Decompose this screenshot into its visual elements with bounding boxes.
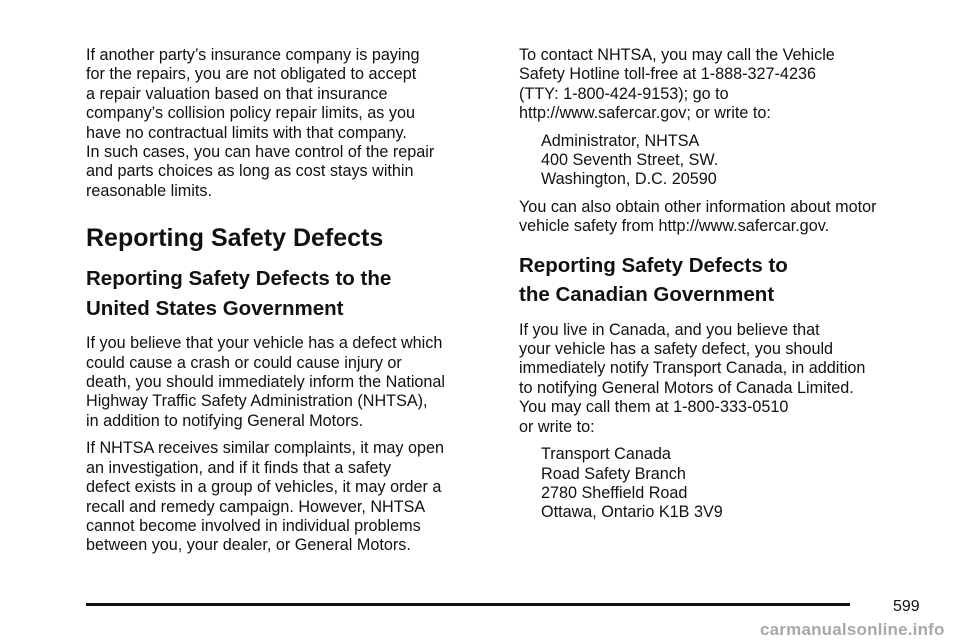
info-paragraph: You can also obtain other information about motor vehicle safety from http://www.safercar.gov. [519, 197, 877, 236]
page-number: 599 [893, 598, 920, 615]
main-heading: Reporting Safety Defects [86, 224, 384, 253]
canada-paragraph: If you live in Canada, and you believe that your vehicle has a safety defect, you should immediately notify Transport Canada, in addition to notifying General Motors of Canada Limited. You may call them at 1-800-333-0510 or write to: [519, 320, 866, 436]
left-column [86, 46, 488, 556]
canada-address: Transport Canada Road Safety Branch 2780 Sheffield Road Ottawa, Ontario K1B 3V9 [541, 445, 723, 522]
nhtsa-address: Administrator, NHTSA 400 Seventh Street, SW. Washington, D.C. 20590 [541, 131, 719, 189]
watermark: carmanualsonline.info [760, 620, 945, 639]
contact-paragraph: To contact NHTSA, you may call the Vehicle Safety Hotline toll-free at 1-888-327-4236 (TTY: 1-800-424-9153); go to http://www.safercar.gov; or write to: [519, 46, 835, 123]
intro-paragraph: If another party’s insurance company is paying for the repairs, you are not obligated to accept a repair valuation based on that insurance company’s collision policy repair limits, as you have no contractual limits with that company. In such cases, you can have control of the repair and parts choices as long as cost stays within reasonable limits. [86, 46, 435, 200]
right-column [519, 46, 919, 523]
canada-section-heading: Reporting Safety Defects to the Canadian Government [519, 253, 788, 307]
us-section-heading: Reporting Safety Defects to the United States Government [86, 267, 392, 320]
footer-rule [86, 603, 850, 606]
us-paragraph-1: If you believe that your vehicle has a defect which could cause a crash or could cause injury or death, you should immediately inform the National Highway Traffic Safety Administration (NHTSA), in addition to notifying General Motors. [86, 334, 446, 430]
us-paragraph-2: If NHTSA receives similar complaints, it may open an investigation, and if it finds that a safety defect exists in a group of vehicles, it may order a recall and remedy campaign. However, NHTSA cannot become involved in individual problems between you, your dealer, or General Motors. [86, 439, 445, 555]
